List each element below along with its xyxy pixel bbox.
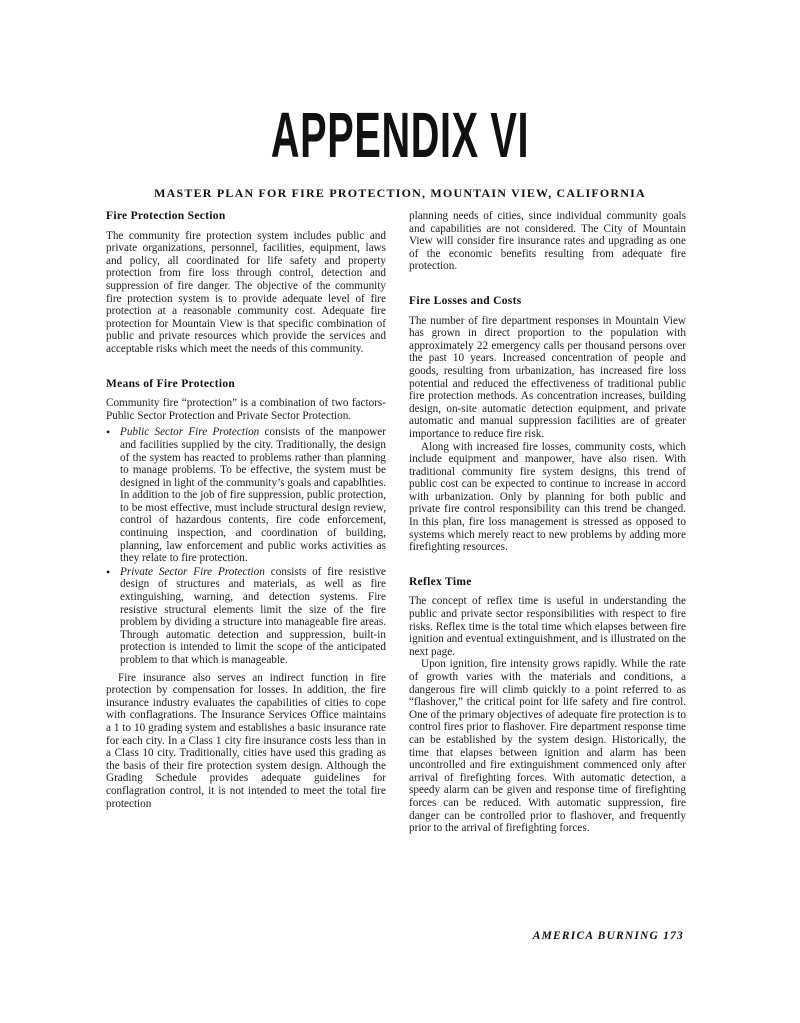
section-heading-means: Means of Fire Protection	[106, 377, 236, 390]
paragraph-ignition: Upon ignition, fire intensity grows rapidly. While the rate of growth varies with the materials and conditions, a dangerous fire will climb quickly to a point referred to as “flashover,” the critical point for life safety and fire control. One of the primary objectives of adequate fire protection is to control fires prior to flashover. Fire department response time can be established by the system design. Historically, the time that elapses between ignition and alarm has been uncontrolled and fire extinguishment commenced only after arrival of firefighting forces. With automatic detection, a speedy alarm can be given and response time of firefighting forces can be reduced. With automatic suppression, fire danger can be controlled prior to flashover, and frequently prior to the arrival of firefighting forces.	[409, 658, 686, 835]
list-item-private-sector	[106, 566, 386, 667]
bullet-emphasis: Private Sector Fire Protection	[120, 565, 265, 578]
bullet-icon: •	[106, 564, 111, 579]
page-footer: AMERICA BURNING 173	[532, 930, 684, 942]
section-heading-fire-losses: Fire Losses and Costs	[409, 294, 522, 307]
bullet-list	[106, 426, 386, 666]
page-subtitle: MASTER PLAN FOR FIRE PROTECTION, MOUNTAIN VIEW, CALIFORNIA	[154, 186, 646, 200]
bullet-text: consists of the manpower and facilities supplied by the city. Traditionally, the design of the system has reacted to problems rather than planning to manage problems. To be effective, the system must be designed in light of the community’s goals and capablhties. In addition to the job of fire suppression, public protection, to be most effective, must include structural design review, control of hazardous contents, fire code enforcement, continuing inspection, and coordination of building, planning, law enforcement and public works activities as they relate to fire protection.	[120, 426, 386, 565]
section-heading-reflex-time: Reflex Time	[409, 575, 472, 588]
paragraph-community-costs: Along with increased fire losses, community costs, which include equipment and manpower, have also risen. With traditional community fire system designs, this trend of public cost can be expected to continue to increase in accord with urbanization. Only by planning for both public and private fire control responsibility can this trend be changed. In this plan, fire loss management is stressed as opposed to systems which merely react to new problems by adding more firefighting resources.	[409, 440, 686, 554]
bullet-emphasis: Public Sector Fire Protection	[120, 426, 260, 439]
paragraph-fire-insurance: Fire insurance also serves an indirect function in fire protection by compensation for losses. In addition, the fire insurance industry evaluates the capabilities of cities to cope with conflagrations. The Insurance Services Office maintains a 1 to 10 grading system and establishes a basic insurance rate for each city. In a Class 1 city fire insurance costs less than in a Class 10 city. Traditionally, cities have used this grading as the basis of their fire protection system design. Although the Grading Schedule provides adequate guidelines for conflagration control, it is not intended to meet the total fire protection	[106, 671, 386, 810]
page-title: APPENDIX VI	[270, 99, 530, 171]
bullet-icon: •	[106, 425, 111, 440]
right-column	[409, 210, 686, 835]
paragraph-fire-protection-section: The community fire protection system includes public and private organizations, personnel, facilities, equipment, laws and policy, all coordinated for life safety and property protection from fire loss through control, detection and suppression of fire danger. The objective of the community fire protection system is to provide adequate level of fire protection at a reasonable community cost. Adequate fire protection for Mountain View is that specific combination of public and private resources which provide the services and acceptable risks which meet the needs of this community.	[106, 229, 386, 355]
section-heading-fire-protection: Fire Protection Section	[106, 210, 226, 222]
list-item-public-sector	[106, 426, 386, 565]
paragraph-means: Community fire “protection” is a combination of two factors-Public Sector Protection and Private Sector Protection.	[106, 397, 386, 422]
left-column	[106, 210, 386, 810]
paragraph-reflex-concept: The concept of reflex time is useful in understanding the public and private sector responsibilities with respect to fire risks. Reflex time is the total time which elapses between fire ignition and eventual extinguishment, and is illustrated on the next page.	[409, 595, 686, 658]
paragraph-fire-losses: The number of fire department responses in Mountain View has grown in direct proportion to the population with approximately 22 emergency calls per thousand persons over the past 10 years. Increased concentration of people and goods, resulting from urbanization, has increased fire loss potential and reduced the effectiveness of traditional public fire protection methods. As concentration increases, building design, on-site automatic detection equipment, and private automatic and manual suppression facilities are of greater importance to reduce fire risk.	[409, 314, 686, 440]
paragraph-continued: planning needs of cities, since individual community goals and capabilities are not considered. The City of Mountain View will consider fire insurance rates and upgrading as one of the economic benefits resulting from adequate fire protection.	[409, 210, 686, 273]
bullet-text: consists of fire resistive design of structures and materials, as well as fire extinguishing, warning, and detection systems. Fire resistive structural elements limit the size of the fire problem by dividing a structure into manageable fire areas. Through automatic detection and suppression, built-in protection is intended to limit the scope of the anticipated problem to that which is manageable.	[120, 565, 386, 666]
